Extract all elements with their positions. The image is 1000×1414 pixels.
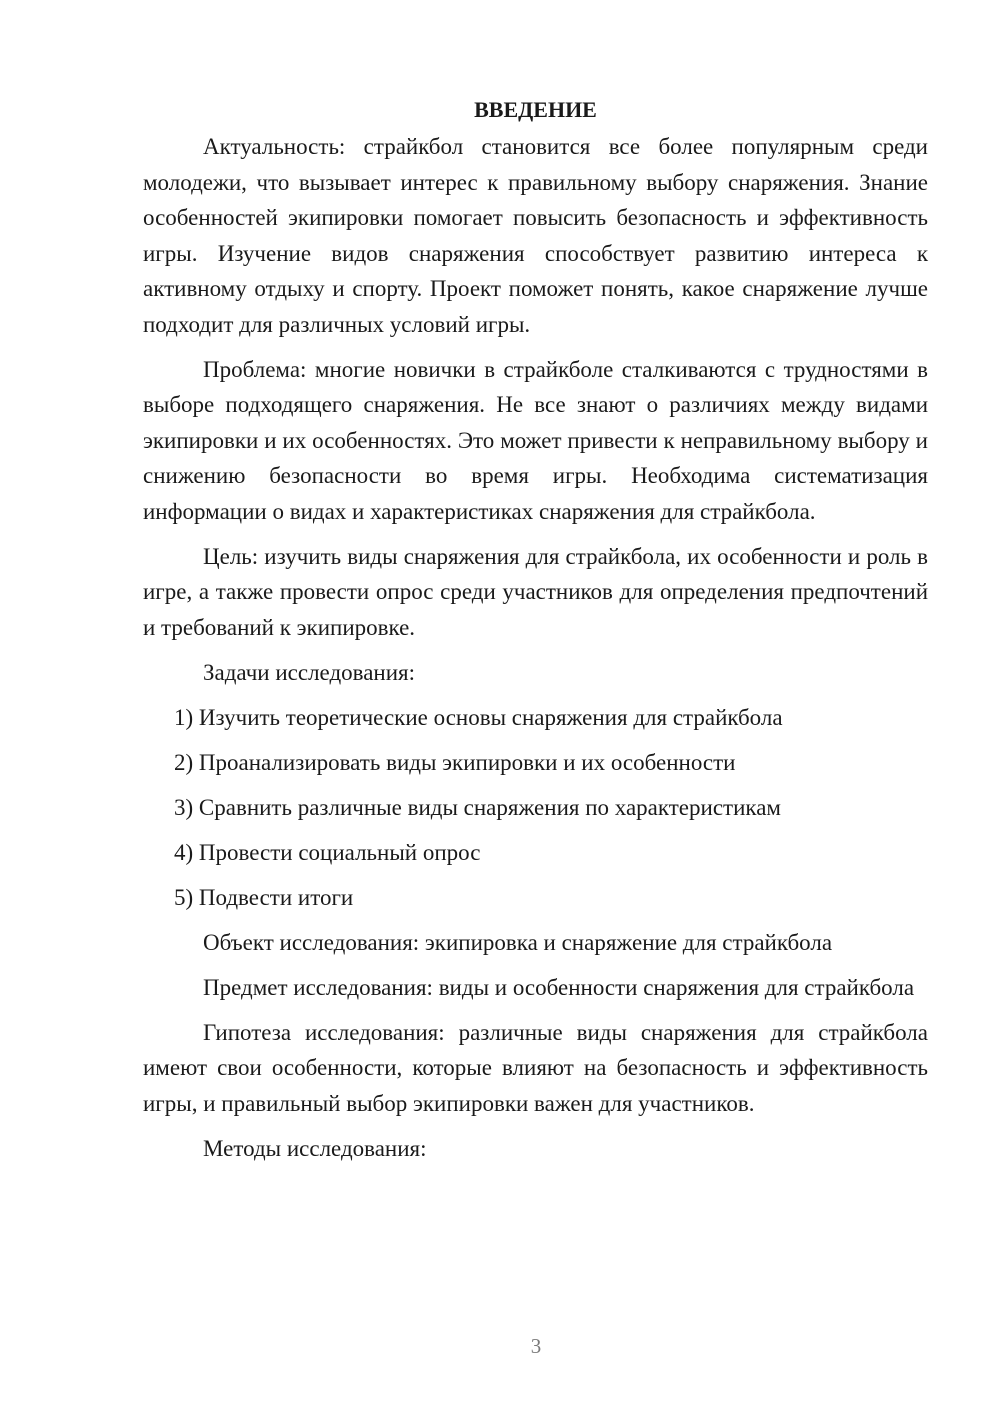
list-item: 1) Изучить теоретические основы снаряжения для страйкбола: [174, 704, 783, 730]
tasks-title: Задачи исследования:: [203, 659, 416, 685]
methods-title: Методы исследования:: [203, 1135, 427, 1161]
goal-paragraph: Цель: изучить виды снаряжения для страйкбола, их особенности и роль в игре, а также провести опрос среди участников для определения предпочтений и требований к экипировке.: [143, 543, 928, 640]
problem-paragraph: Проблема: многие новички в страйкболе сталкиваются с трудностями в выборе подходящего снаряжения. Не все знают о различиях между видами экипировки и их особенностях. Это может привести к неправильному выбору и снижению безопасности во время игры. Необходима систематизация информации о видах и характеристиках снаряжения для страйкбола.: [143, 356, 928, 524]
hypothesis-paragraph: Гипотеза исследования: различные виды снаряжения для страйкбола имеют свои особенности, которые влияют на безопасность и эффективность игры, и правильный выбор экипировки важен для участников.: [143, 1019, 928, 1116]
subject-paragraph: Предмет исследования: виды и особенности снаряжения для страйкбола: [203, 974, 915, 1000]
section-heading: ВВЕДЕНИЕ: [474, 97, 597, 122]
list-item: 3) Сравнить различные виды снаряжения по характеристикам: [174, 794, 781, 820]
object-paragraph: Объект исследования: экипировка и снаряжение для страйкбола: [203, 929, 833, 955]
page-content: [143, 92, 928, 1176]
relevance-paragraph: Актуальность: страйкбол становится все более популярным среди молодежи, что вызывает интерес к правильному выбору снаряжения. Знание особенностей экипировки помогает повысить безопасность и эффективность игры. Изучение видов снаряжения способствует развитию интереса к активному отдыху и спорту. Проект поможет понять, какое снаряжение лучше подходит для различных условий игры.: [143, 134, 928, 337]
list-item: 2) Проанализировать виды экипировки и их особенности: [174, 749, 736, 775]
list-item: 5) Подвести итоги: [174, 884, 354, 910]
page-number: 3: [530, 1334, 542, 1358]
tasks-list: [143, 700, 928, 916]
list-item: 4) Провести социальный опрос: [174, 839, 481, 865]
